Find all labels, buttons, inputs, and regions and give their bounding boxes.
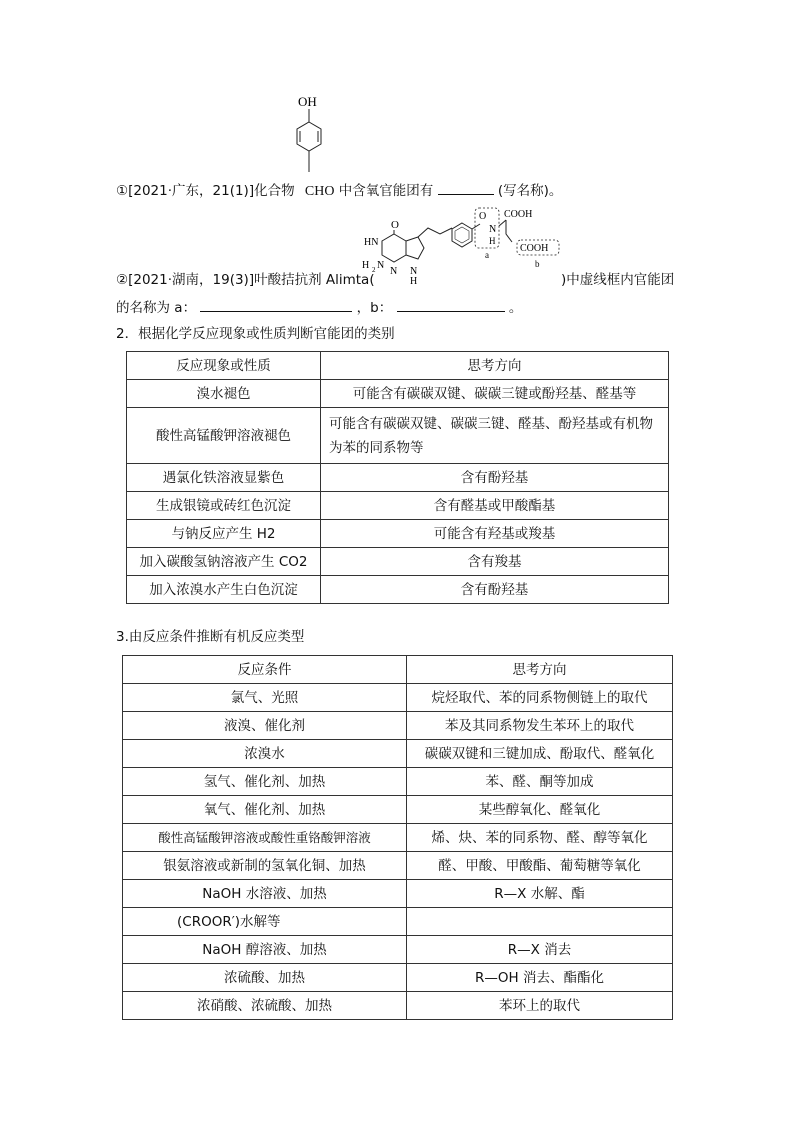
q1-note: (写名称)。 [497, 183, 563, 199]
table-cell: 浓硫酸、加热 [123, 964, 407, 992]
q2-line1-suffix [561, 271, 674, 289]
table-cell: 可能含有羟基或羧基 [321, 520, 669, 548]
q2-b-label: ，b： [356, 300, 393, 316]
table-cell: 浓硝酸、浓硫酸、加热 [123, 992, 407, 1020]
section3-header-cell: 思考方向 [407, 656, 673, 684]
section3-header-cell: 反应条件 [123, 656, 407, 684]
table-cell: 液溴、催化剂 [123, 712, 407, 740]
table-cell: 氧气、催化剂、加热 [123, 796, 407, 824]
h-amide-label: H [489, 236, 496, 246]
section2-title: 2．根据化学反应现象或性质判断官能团的类别 [116, 326, 395, 342]
oh-label: OH [298, 94, 317, 109]
cho-label: CHO [304, 184, 335, 199]
alimta-structure [354, 204, 564, 290]
table-row [127, 492, 669, 520]
table-cell: 酸性高锰酸钾溶液或酸性重铬酸钾溶液 [123, 824, 407, 852]
table-row [123, 908, 673, 936]
table-cell: 烯、炔、苯的同系物、醛、醇等氧化 [407, 824, 673, 852]
q2-end: 。 [508, 300, 523, 316]
table-row [123, 684, 673, 712]
table-cell: 可能含有碳碳双键、碳碳三键或酚羟基、醛基等 [321, 380, 669, 408]
q2-suffix: )中虚线框内官能团 [561, 272, 675, 288]
table-cell: 氯气、光照 [123, 684, 407, 712]
hn-label: HN [364, 237, 379, 248]
cooh2-label: COOH [520, 243, 549, 254]
table-row [123, 964, 673, 992]
table-cell: 可能含有碳碳双键、碳碳三键、醛基、酚羟基或有机物为苯的同系物等 [321, 408, 669, 464]
n-h-label: N [489, 224, 497, 235]
table-row [123, 852, 673, 880]
table-row [127, 520, 669, 548]
table-row [123, 880, 673, 908]
table-cell: 苯环上的取代 [407, 992, 673, 1020]
n2-label: N [377, 260, 385, 271]
table-row [123, 712, 673, 740]
q2-answer-a-blank[interactable] [200, 298, 352, 312]
h-low-label: H [410, 276, 418, 287]
q2-line2 [116, 298, 522, 317]
table-cell: 含有羧基 [321, 548, 669, 576]
table-row [123, 936, 673, 964]
table-cell: 苯及其同系物发生苯环上的取代 [407, 712, 673, 740]
a-label: a [485, 250, 489, 260]
section2-table [126, 351, 669, 604]
table-row [127, 548, 669, 576]
table-cell: 含有酚羟基 [321, 464, 669, 492]
b-label: b [535, 259, 540, 269]
table-row [123, 768, 673, 796]
q1-suffix: 中含氧官能团有 [338, 183, 434, 199]
table-cell: R—X 水解、酯 [407, 880, 673, 908]
table-cell: 生成银镜或砖红色沉淀 [127, 492, 321, 520]
table-row [123, 824, 673, 852]
cooh1-label: COOH [504, 209, 533, 220]
q2-prefix: ②[2021·湖南，19(3)]叶酸拮抗剂 Alimta( [116, 272, 375, 288]
table-cell: 与钠反应产生 H2 [127, 520, 321, 548]
table-cell: 加入浓溴水产生白色沉淀 [127, 576, 321, 604]
h2n-sub-label: 2 [372, 266, 376, 274]
q1-answer-blank[interactable] [438, 181, 494, 195]
table-cell: 苯、醛、酮等加成 [407, 768, 673, 796]
q2-molecule [354, 204, 564, 290]
table-cell: NaOH 醇溶液、加热 [123, 936, 407, 964]
table-cell [407, 908, 673, 936]
section3-table [122, 655, 673, 1020]
table-cell: 浓溴水 [123, 740, 407, 768]
table-row [123, 796, 673, 824]
table-cell: 加入碳酸氢钠溶液产生 CO2 [127, 548, 321, 576]
q1-line [116, 181, 562, 201]
table-row [123, 740, 673, 768]
table-cell: R—OH 消去、酯酯化 [407, 964, 673, 992]
o-top-label: O [391, 219, 399, 231]
table-row [127, 464, 669, 492]
table-row [127, 576, 669, 604]
table-cell: NaOH 水溶液、加热 [123, 880, 407, 908]
q2-line2-prefix: 的名称为 a： [116, 300, 197, 316]
section2-header-cell: 反应现象或性质 [127, 352, 321, 380]
h2n-label: H [362, 260, 370, 271]
table-row [123, 992, 673, 1020]
n-ring-label: N [390, 266, 398, 277]
section2-header-cell: 思考方向 [321, 352, 669, 380]
section3-header-row [123, 656, 673, 684]
table-cell: (CROOR′)水解等 [123, 908, 407, 936]
table-cell: 遇氯化铁溶液显紫色 [127, 464, 321, 492]
table-cell: R—X 消去 [407, 936, 673, 964]
table-cell: 氢气、催化剂、加热 [123, 768, 407, 796]
table-cell: 烷烃取代、苯的同系物侧链上的取代 [407, 684, 673, 712]
section2-header-row [127, 352, 669, 380]
table-row [127, 408, 669, 464]
q2-line1 [116, 271, 375, 289]
q1-prefix: ①[2021·广东，21(1)]化合物 [116, 183, 295, 199]
table-cell: 碳碳双键和三键加成、酚取代、醛氧化 [407, 740, 673, 768]
section3-title: 3.由反应条件推断有机反应类型 [116, 629, 305, 645]
table-cell: 含有醛基或甲酸酯基 [321, 492, 669, 520]
n-low-label: N [410, 266, 418, 277]
table-cell: 醛、甲酸、甲酸酯、葡萄糖等氧化 [407, 852, 673, 880]
table-cell: 酸性高锰酸钾溶液褪色 [127, 408, 321, 464]
table-cell: 含有酚羟基 [321, 576, 669, 604]
table-cell: 银氨溶液或新制的氢氧化铜、加热 [123, 852, 407, 880]
o-amide-label: O [479, 211, 487, 222]
table-cell: 某些醇氧化、醛氧化 [407, 796, 673, 824]
table-cell: 溴水褪色 [127, 380, 321, 408]
table-row [127, 380, 669, 408]
q2-answer-b-blank[interactable] [397, 298, 505, 312]
